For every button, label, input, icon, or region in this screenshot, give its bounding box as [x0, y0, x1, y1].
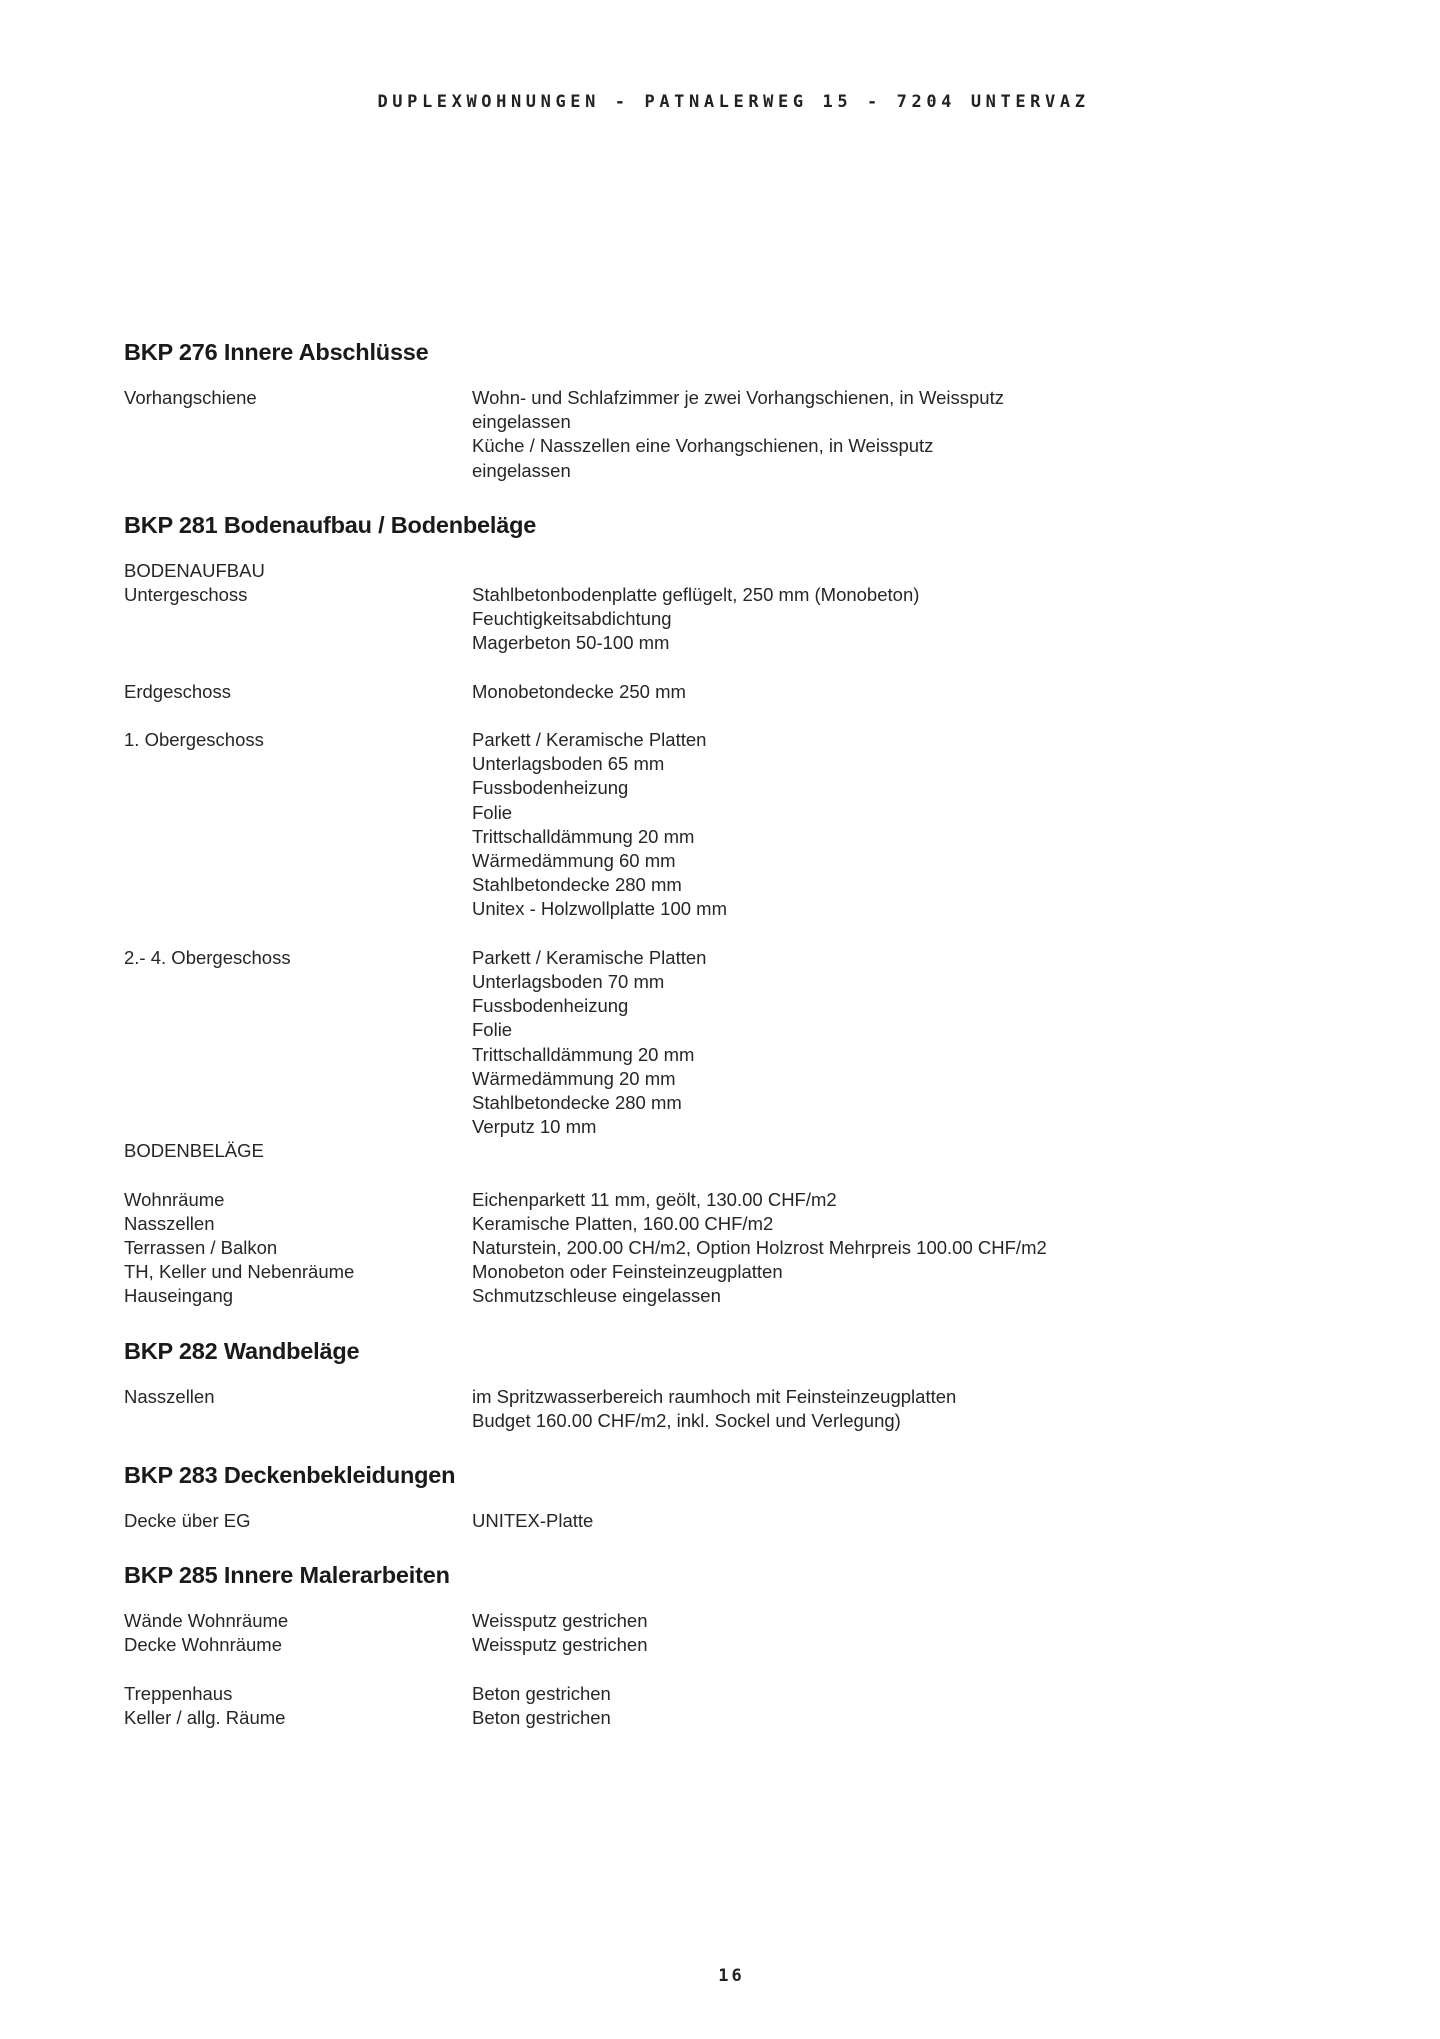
- spec-label-column: [124, 1509, 472, 1533]
- spec-label: Wände Wohnräume: [124, 1610, 289, 1632]
- spec-row-group: [124, 1509, 1324, 1533]
- section-title: BKP 281 Bodenaufbau / Bodenbeläge: [124, 511, 537, 538]
- spec-value: Stahlbetondecke 280 mm: [472, 874, 682, 896]
- spec-value: Wärmedämmung 20 mm: [472, 1067, 676, 1089]
- spec-value-column: [472, 1139, 1324, 1163]
- spec-value-column: [472, 946, 1324, 1140]
- spec-label: Untergeschoss: [124, 583, 248, 605]
- spec-label: Nasszellen: [124, 1385, 215, 1407]
- spec-label: Terrassen / Balkon: [124, 1237, 278, 1258]
- spec-label-column: [124, 559, 472, 583]
- spec-row-group: [124, 1385, 1324, 1433]
- section-title: BKP 282 Wandbeläge: [124, 1337, 360, 1364]
- spec-section: [124, 336, 1324, 483]
- spec-value: Beton gestrichen: [472, 1706, 611, 1728]
- spec-row-group: [124, 728, 1324, 922]
- spec-value: Unterlagsboden 70 mm: [472, 970, 665, 992]
- spec-label-column: [124, 728, 472, 922]
- spec-label-column: [124, 1385, 472, 1433]
- spec-value: [472, 559, 1324, 583]
- spec-value: Parkett / Keramische Platten: [472, 946, 707, 968]
- spec-value: Trittschalldämmung 20 mm: [472, 825, 695, 847]
- spec-label: Treppenhaus: [124, 1682, 233, 1704]
- spec-row-group: [124, 1188, 1324, 1309]
- spec-label-column: [124, 1139, 472, 1163]
- spec-value: [472, 1139, 1324, 1163]
- spec-value: UNITEX-Platte: [472, 1509, 594, 1531]
- spec-label: Nasszellen: [124, 1212, 215, 1234]
- spec-row-group: [124, 1609, 1324, 1657]
- page-number: 16: [718, 1966, 745, 1986]
- spec-value: Fussbodenheizung: [472, 995, 629, 1017]
- spec-row-group: [124, 386, 1324, 483]
- spec-label-column: [124, 680, 472, 704]
- spec-label-column: [124, 386, 472, 483]
- spec-row-group: [124, 1682, 1324, 1730]
- spec-value: Budget 160.00 CHF/m2, inkl. Sockel und Verlegung): [472, 1409, 901, 1431]
- spec-row-group: [124, 1139, 1324, 1163]
- spec-value: Wärmedämmung 60 mm: [472, 850, 676, 871]
- spec-value: Unterlagsboden 65 mm: [472, 753, 665, 775]
- spec-label: Keller / allg. Räume: [124, 1706, 286, 1728]
- spec-label: Decke Wohnräume: [124, 1634, 283, 1656]
- spec-value: Monobetondecke 250 mm: [472, 680, 686, 702]
- spec-section: [124, 1459, 1324, 1533]
- spec-label: TH, Keller und Nebenräume: [124, 1261, 355, 1283]
- spec-value: Parkett / Keramische Platten: [472, 729, 707, 751]
- section-title: BKP 285 Innere Malerarbeiten: [124, 1562, 450, 1589]
- section-title: BKP 276 Innere Abschlüsse: [124, 339, 429, 365]
- spec-label: Wohnräume: [124, 1188, 225, 1210]
- spec-label: BODENAUFBAU: [124, 559, 265, 581]
- spec-value-column: [472, 728, 1324, 922]
- spec-value: Folie: [472, 1019, 513, 1041]
- spec-label: BODENBELÄGE: [124, 1140, 264, 1162]
- spec-value: Trittschalldämmung 20 mm: [472, 1043, 695, 1065]
- spec-label: Erdgeschoss: [124, 680, 231, 702]
- spec-value: Feuchtigkeitsabdichtung: [472, 608, 672, 630]
- spec-value: Magerbeton 50-100 mm: [472, 632, 670, 654]
- spec-value: Verputz 10 mm: [472, 1116, 597, 1138]
- spec-label-column: [124, 583, 472, 656]
- spec-section: [124, 509, 1324, 1309]
- spec-value-column: [472, 1188, 1324, 1309]
- document-header: DUPLEXWOHNUNGEN - PATNALERWEG 15 - 7204 UNTERVAZ: [377, 92, 1090, 112]
- spec-value: Fussbodenheizung: [472, 777, 629, 799]
- spec-value: im Spritzwasserbereich raumhoch mit Feinsteinzeugplatten: [472, 1385, 957, 1407]
- spec-section: [124, 1559, 1324, 1730]
- spec-value: eingelassen: [472, 411, 571, 433]
- spec-value: Monobeton oder Feinsteinzeugplatten: [472, 1261, 783, 1283]
- specification-content: [124, 336, 1324, 1756]
- spec-label-column: [124, 1609, 472, 1657]
- spec-value: Unitex - Holzwollplatte 100 mm: [472, 898, 727, 920]
- spec-value-column: [472, 1682, 1324, 1730]
- spec-value-column: [472, 1385, 1324, 1433]
- spec-value: Wohn- und Schlafzimmer je zwei Vorhangschienen, in Weissputz: [472, 387, 1004, 408]
- spec-label: Decke über EG: [124, 1509, 251, 1531]
- spec-row-group: [124, 559, 1324, 583]
- spec-row-group: [124, 583, 1324, 656]
- spec-label: 1. Obergeschoss: [124, 729, 264, 751]
- spec-row-group: [124, 946, 1324, 1140]
- spec-value-column: [472, 583, 1324, 656]
- spec-value: eingelassen: [472, 459, 571, 481]
- spec-value: Stahlbetondecke 280 mm: [472, 1091, 682, 1113]
- spec-value: Keramische Platten, 160.00 CHF/m2: [472, 1212, 774, 1234]
- spec-value-column: [472, 1609, 1324, 1657]
- section-title: BKP 283 Deckenbekleidungen: [124, 1461, 456, 1488]
- spec-value-column: [472, 386, 1324, 483]
- spec-value: Schmutzschleuse eingelassen: [472, 1285, 721, 1307]
- spec-section: [124, 1335, 1324, 1433]
- spec-label: Vorhangschiene: [124, 387, 257, 408]
- spec-value: Beton gestrichen: [472, 1682, 611, 1704]
- spec-label-column: [124, 1188, 472, 1309]
- spec-value: Küche / Nasszellen eine Vorhangschienen, in Weissputz: [472, 435, 934, 457]
- spec-label: Hauseingang: [124, 1285, 234, 1307]
- spec-value: Folie: [472, 801, 513, 823]
- spec-value-column: [472, 559, 1324, 583]
- spec-value-column: [472, 680, 1324, 704]
- spec-label-column: [124, 1682, 472, 1730]
- spec-value: Stahlbetonbodenplatte geflügelt, 250 mm (Monobeton): [472, 583, 920, 605]
- spec-value: Weissputz gestrichen: [472, 1610, 648, 1632]
- spec-label-column: [124, 946, 472, 1140]
- spec-value: Weissputz gestrichen: [472, 1634, 648, 1656]
- spec-row-group: [124, 680, 1324, 704]
- spec-value: Eichenparkett 11 mm, geölt, 130.00 CHF/m2: [472, 1188, 837, 1210]
- spec-label: 2.- 4. Obergeschoss: [124, 946, 291, 968]
- spec-value: Naturstein, 200.00 CH/m2, Option Holzrost Mehrpreis 100.00 CHF/m2: [472, 1237, 1047, 1258]
- spec-value-column: [472, 1509, 1324, 1533]
